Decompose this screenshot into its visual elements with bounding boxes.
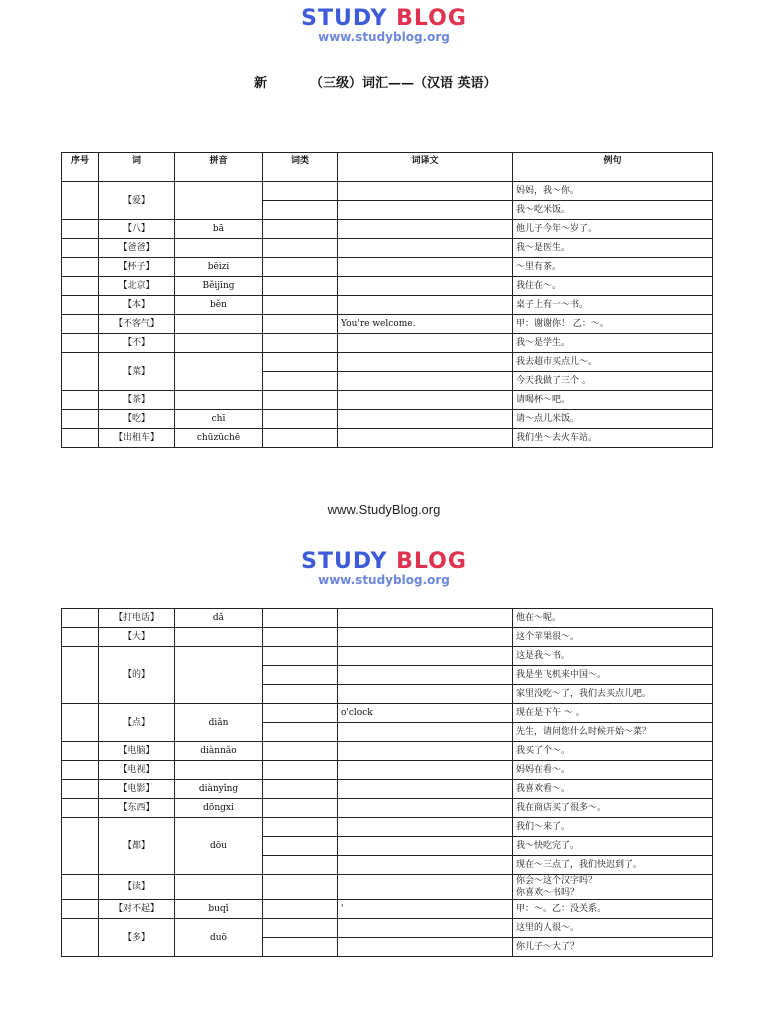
table-row (62, 277, 713, 296)
cell-example: 我喜欢看～。 (513, 780, 713, 799)
cell-pinyin: běn (175, 296, 263, 315)
cell-example: 这个苹果很～。 (513, 628, 713, 647)
table-row (62, 875, 713, 900)
cell-word-class (263, 277, 338, 296)
cell-pinyin (175, 628, 263, 647)
cell-example: 他在～呢。 (513, 609, 713, 628)
cell-pinyin: dōngxi (175, 799, 263, 818)
cell-index (62, 628, 99, 647)
cell-word: 【出租车】 (99, 429, 175, 448)
cell-word: 【电影】 (99, 780, 175, 799)
cell-example: 这是我～书。 (513, 647, 713, 666)
logo-blog-text: BLOG (396, 6, 467, 31)
table-row (62, 818, 713, 837)
cell-translation (338, 761, 513, 780)
cell-word-class (263, 220, 338, 239)
cell-translation (338, 666, 513, 685)
cell-pinyin: diànnǎo (175, 742, 263, 761)
logo-study-text: STUDY (301, 549, 388, 574)
cell-index (62, 334, 99, 353)
logo-study-text: STUDY (301, 6, 388, 31)
cell-word: 【都】 (99, 818, 175, 875)
table-row (62, 410, 713, 429)
cell-example: 请～点儿米饭。 (513, 410, 713, 429)
cell-word: 【吃】 (99, 410, 175, 429)
vocab-table-page2 (61, 608, 713, 957)
table-row (62, 182, 713, 201)
cell-index (62, 277, 99, 296)
cell-word-class (263, 410, 338, 429)
cell-example: 我们坐～去火车站。 (513, 429, 713, 448)
cell-index (62, 315, 99, 334)
cell-word-class (263, 919, 338, 938)
cell-word-class (263, 666, 338, 685)
cell-pinyin (175, 391, 263, 410)
cell-pinyin: Běijīng (175, 277, 263, 296)
cell-index (62, 182, 99, 220)
cell-word-class (263, 353, 338, 372)
table-row (62, 239, 713, 258)
cell-index (62, 799, 99, 818)
cell-translation (338, 239, 513, 258)
table-row (62, 647, 713, 666)
cell-word: 【不】 (99, 334, 175, 353)
cell-pinyin: dōu (175, 818, 263, 875)
cell-example: 我住在～。 (513, 277, 713, 296)
cell-translation (338, 296, 513, 315)
cell-word: 【点】 (99, 704, 175, 742)
table-header-row (62, 153, 713, 182)
cell-word-class (263, 723, 338, 742)
cell-translation (338, 837, 513, 856)
cell-index (62, 296, 99, 315)
cell-example: 我买了个～。 (513, 742, 713, 761)
table-row (62, 315, 713, 334)
cell-example: 我～是医生。 (513, 239, 713, 258)
cell-word-class (263, 315, 338, 334)
cell-pinyin: buqǐ (175, 900, 263, 919)
cell-example: 家里没吃～了，我们去买点儿吧。 (513, 685, 713, 704)
cell-example: 妈妈在看～。 (513, 761, 713, 780)
cell-word-class (263, 900, 338, 919)
table-row (62, 296, 713, 315)
cell-word: 【读】 (99, 875, 175, 900)
cell-word: 【杯子】 (99, 258, 175, 277)
cell-word: 【爱】 (99, 182, 175, 220)
cell-word: 【爸爸】 (99, 239, 175, 258)
cell-word: 【八】 (99, 220, 175, 239)
header-word: 词 (99, 153, 175, 182)
cell-word-class (263, 239, 338, 258)
cell-translation (338, 780, 513, 799)
cell-translation (338, 372, 513, 391)
table-row (62, 258, 713, 277)
cell-pinyin (175, 182, 263, 220)
cell-index (62, 429, 99, 448)
cell-pinyin: chūzūchē (175, 429, 263, 448)
cell-index (62, 220, 99, 239)
cell-index (62, 780, 99, 799)
cell-word: 【大】 (99, 628, 175, 647)
cell-index (62, 742, 99, 761)
cell-pinyin: diǎn (175, 704, 263, 742)
cell-pinyin: chī (175, 410, 263, 429)
table-row (62, 704, 713, 723)
cell-word: 【茶】 (99, 391, 175, 410)
cell-index (62, 609, 99, 628)
cell-translation: You're welcome. (338, 315, 513, 334)
page-title (0, 70, 768, 90)
cell-example: 我去超市买点儿～。 (513, 353, 713, 372)
cell-index (62, 875, 99, 900)
cell-word: 【菜】 (99, 353, 175, 391)
table-row (62, 780, 713, 799)
cell-word: 【电视】 (99, 761, 175, 780)
cell-word-class (263, 704, 338, 723)
cell-index (62, 410, 99, 429)
cell-index (62, 258, 99, 277)
cell-translation (338, 410, 513, 429)
header-example: 例句 (513, 153, 713, 182)
cell-word-class (263, 372, 338, 391)
cell-word: 【打电话】 (99, 609, 175, 628)
cell-translation (338, 220, 513, 239)
cell-translation (338, 742, 513, 761)
cell-index (62, 239, 99, 258)
cell-example: 今天我做了三个 。 (513, 372, 713, 391)
cell-pinyin: duō (175, 919, 263, 957)
cell-example: 甲：谢谢你！ 乙：～。 (513, 315, 713, 334)
cell-example: 现在是下午 ～ 。 (513, 704, 713, 723)
cell-word: 【东西】 (99, 799, 175, 818)
vocab-body-page1 (62, 182, 713, 448)
cell-pinyin: bēizi (175, 258, 263, 277)
cell-example: 我～吃米饭。 (513, 201, 713, 220)
table-row (62, 334, 713, 353)
cell-pinyin (175, 239, 263, 258)
cell-example: 甲：～。乙：没关系。 (513, 900, 713, 919)
cell-translation (338, 856, 513, 875)
cell-translation (338, 875, 513, 900)
table-row (62, 429, 713, 448)
cell-translation (338, 182, 513, 201)
cell-word-class (263, 818, 338, 837)
cell-word-class (263, 201, 338, 220)
cell-word: 【电脑】 (99, 742, 175, 761)
cell-translation (338, 628, 513, 647)
cell-translation (338, 391, 513, 410)
cell-example: 我在商店买了很多～。 (513, 799, 713, 818)
studyblog-logo (0, 551, 768, 587)
table-row (62, 900, 713, 919)
header-translation: 词译文 (338, 153, 513, 182)
cell-index (62, 353, 99, 391)
cell-word-class (263, 761, 338, 780)
cell-word-class (263, 856, 338, 875)
cell-word-class (263, 837, 338, 856)
cell-translation (338, 685, 513, 704)
logo-blog-text: BLOG (396, 549, 467, 574)
cell-translation (338, 277, 513, 296)
cell-pinyin (175, 761, 263, 780)
title-part1: 新 (254, 76, 268, 91)
studyblog-logo (0, 8, 768, 44)
cell-example: 现在～三点了，我们快迟到了。 (513, 856, 713, 875)
cell-word-class (263, 628, 338, 647)
cell-translation (338, 609, 513, 628)
cell-pinyin (175, 353, 263, 391)
header-pinyin: 拼音 (175, 153, 263, 182)
cell-translation (338, 818, 513, 837)
cell-example: 妈妈，我～你。 (513, 182, 713, 201)
cell-word-class (263, 258, 338, 277)
cell-word-class (263, 647, 338, 666)
cell-index (62, 761, 99, 780)
header-index: 序号 (62, 153, 99, 182)
table-row (62, 742, 713, 761)
cell-translation: o'clock (338, 704, 513, 723)
cell-translation (338, 938, 513, 957)
cell-translation (338, 799, 513, 818)
cell-index (62, 704, 99, 742)
cell-word-class (263, 780, 338, 799)
cell-translation (338, 429, 513, 448)
cell-word-class (263, 875, 338, 900)
cell-word-class (263, 391, 338, 410)
cell-translation (338, 647, 513, 666)
cell-word-class (263, 742, 338, 761)
table-row (62, 353, 713, 372)
footer-url[interactable]: www.StudyBlog.org (327, 502, 441, 517)
vocab-body-page2 (62, 609, 713, 957)
cell-example: 你儿子～大了？ (513, 938, 713, 957)
cell-translation (338, 334, 513, 353)
cell-word: 【对不起】 (99, 900, 175, 919)
cell-index (62, 919, 99, 957)
cell-word: 【多】 (99, 919, 175, 957)
cell-example: 我～是学生。 (513, 334, 713, 353)
cell-word-class (263, 685, 338, 704)
cell-translation (338, 723, 513, 742)
cell-word-class (263, 938, 338, 957)
cell-pinyin: bā (175, 220, 263, 239)
cell-word-class (263, 296, 338, 315)
cell-translation (338, 201, 513, 220)
cell-example: 请喝杯～吧。 (513, 391, 713, 410)
vocab-table-page1 (61, 152, 713, 448)
cell-pinyin (175, 647, 263, 704)
cell-word: 【不客气】 (99, 315, 175, 334)
cell-example: 这里的人很～。 (513, 919, 713, 938)
cell-example: 我～快吃完了。 (513, 837, 713, 856)
title-part2: （三级）词汇——（汉语 英语） (310, 76, 497, 91)
cell-pinyin: dǎ (175, 609, 263, 628)
cell-pinyin (175, 875, 263, 900)
table-row (62, 799, 713, 818)
logo-brand (0, 551, 768, 573)
cell-example: ～里有茶。 (513, 258, 713, 277)
cell-word: 【本】 (99, 296, 175, 315)
table-row (62, 919, 713, 938)
cell-example: 他儿子今年～岁了。 (513, 220, 713, 239)
logo-url[interactable]: www.studyblog.org (318, 573, 450, 587)
table-row (62, 761, 713, 780)
cell-example: 你会～这个汉字吗？ 你喜欢～书吗？ (513, 875, 713, 900)
cell-word-class (263, 182, 338, 201)
logo-brand (0, 8, 768, 30)
cell-index (62, 647, 99, 704)
table-row (62, 609, 713, 628)
cell-word-class (263, 799, 338, 818)
cell-index (62, 818, 99, 875)
cell-word-class (263, 429, 338, 448)
cell-translation (338, 353, 513, 372)
cell-example: 桌子上有一～书。 (513, 296, 713, 315)
cell-example: 先生，请问您什么时候开始～菜？ (513, 723, 713, 742)
cell-example: 我是坐飞机来中国～。 (513, 666, 713, 685)
cell-index (62, 900, 99, 919)
cell-word: 【的】 (99, 647, 175, 704)
cell-word-class (263, 334, 338, 353)
table-row (62, 628, 713, 647)
cell-word: 【北京】 (99, 277, 175, 296)
cell-translation (338, 258, 513, 277)
header-word-class: 词类 (263, 153, 338, 182)
table-row (62, 220, 713, 239)
cell-translation: ' (338, 900, 513, 919)
cell-word-class (263, 609, 338, 628)
cell-example: 我们～来了。 (513, 818, 713, 837)
table-row (62, 391, 713, 410)
cell-translation (338, 919, 513, 938)
cell-pinyin (175, 334, 263, 353)
cell-pinyin: diànyǐng (175, 780, 263, 799)
logo-url[interactable]: www.studyblog.org (318, 30, 450, 44)
cell-pinyin (175, 315, 263, 334)
cell-index (62, 391, 99, 410)
